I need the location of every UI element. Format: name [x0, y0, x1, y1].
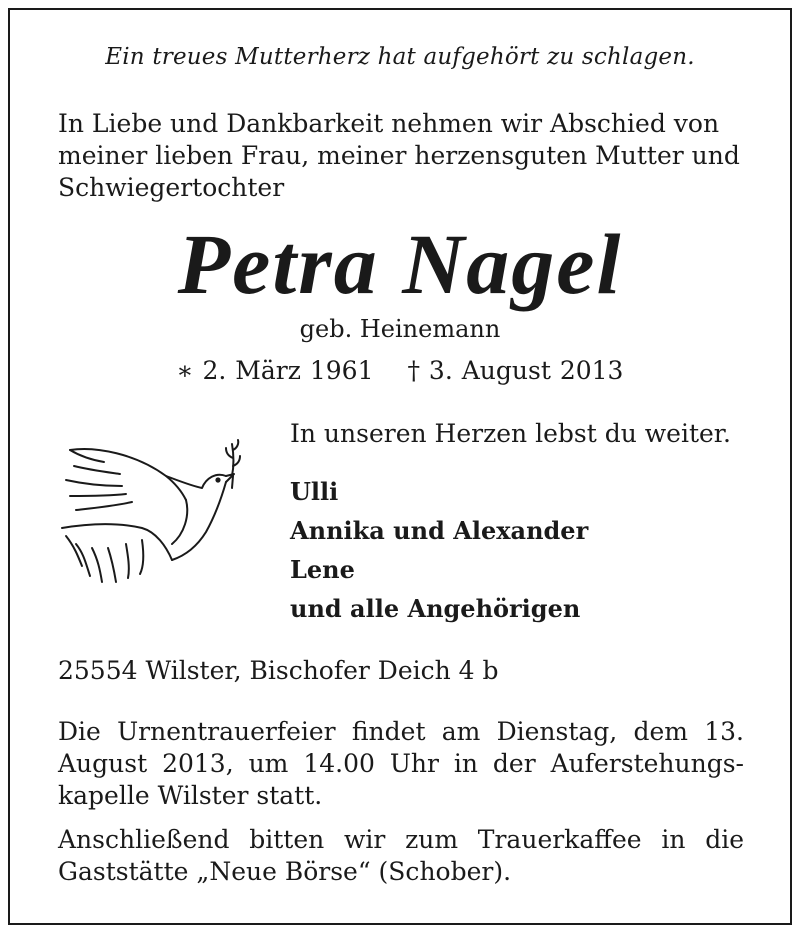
intro-text: In Liebe und Dankbarkeit nehmen wir Abschied von meiner lieben Frau, meiner herzensguten Mutter und Schwiegertochter	[58, 109, 740, 202]
birth-date: ∗ 2. März 1961	[176, 356, 374, 385]
family-address: 25554 Wilster, Bischofer Deich 4 b	[58, 656, 499, 685]
life-dates	[0, 354, 800, 388]
mourner-name: Lene	[290, 555, 355, 584]
birth-name: geb. Heinemann	[299, 315, 501, 343]
mourner-name: Annika und Alexander	[290, 516, 589, 545]
motto: Ein treues Mutterherz hat aufgehört zu schlagen.	[105, 44, 695, 70]
mourner-name: und alle Angehörigen	[290, 594, 581, 623]
mourner-name: Ulli	[290, 477, 339, 506]
service-details: Die Urnentrauerfeier findet am Dienstag, dem 13. August 2013, um 14.00 Uhr in der Auferstehungskapelle Wilster statt.	[58, 717, 744, 810]
reception-details: Anschließend bitten wir zum Trauerkaffee in die Gaststätte „Neue Börse“ (Schober).	[58, 825, 744, 886]
death-date: † 3. August 2013	[407, 356, 624, 385]
remembrance-quote: In unseren Herzen lebst du weiter.	[290, 419, 731, 448]
dove-with-olive-branch-icon	[56, 436, 246, 592]
deceased-name: Petra Nagel	[177, 216, 623, 312]
mourners-list	[290, 472, 588, 628]
